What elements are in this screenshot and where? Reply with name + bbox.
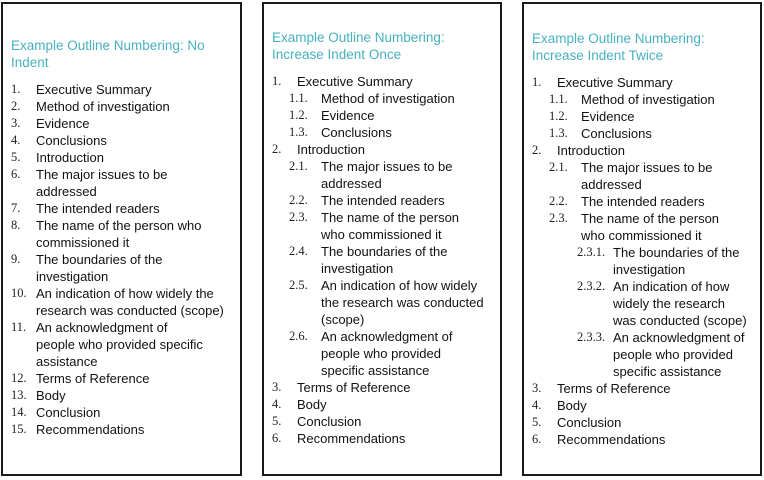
item-number: 2. <box>11 99 21 113</box>
item-text: Evidence <box>321 108 375 123</box>
item-text: the research was conducted <box>321 295 484 310</box>
outline-item <box>264 413 500 430</box>
panel-title: Example Outline Numbering: No Indent <box>11 38 205 70</box>
item-text: addressed <box>321 176 382 191</box>
panel-no-indent <box>1 2 242 476</box>
item-text: The name of the person who <box>36 218 202 233</box>
item-number: 6. <box>532 432 542 446</box>
item-number: 6. <box>11 167 21 181</box>
item-text: An indication of how <box>613 279 730 294</box>
panel-indent-twice <box>522 2 762 476</box>
item-text: commissioned it <box>36 235 130 250</box>
item-number: 1.1. <box>549 92 568 106</box>
item-text: The major issues to be <box>36 167 168 182</box>
outline-list <box>3 81 240 438</box>
item-number: 5. <box>272 414 282 428</box>
outline-item <box>3 200 240 217</box>
item-number: 2. <box>272 142 282 156</box>
item-text: The intended readers <box>36 201 160 216</box>
outline-item <box>3 81 240 98</box>
item-text: Recommendations <box>36 422 145 437</box>
item-number: 2.4. <box>289 244 308 258</box>
item-text: Conclusion <box>557 415 622 430</box>
outline-item <box>264 328 500 379</box>
item-number: 2.2. <box>289 193 308 207</box>
item-text: The boundaries of the <box>36 252 163 267</box>
item-text: Recommendations <box>297 431 406 446</box>
item-text: The major issues to be <box>581 160 713 175</box>
outline-item <box>524 159 760 193</box>
item-number: 12. <box>11 371 27 385</box>
item-number: 2. <box>532 143 542 157</box>
item-text: Conclusions <box>581 126 652 141</box>
item-number: 11. <box>11 320 27 334</box>
item-number: 1. <box>272 74 282 88</box>
item-text: The name of the person <box>321 210 460 225</box>
item-number: 2.1. <box>289 159 308 173</box>
outline-list <box>524 74 760 448</box>
outline-list <box>264 73 500 447</box>
outline-item <box>524 108 760 125</box>
item-number: 4. <box>11 133 21 147</box>
item-number: 10. <box>11 286 27 300</box>
item-text: assistance <box>36 354 98 369</box>
item-text: (scope) <box>321 312 365 327</box>
item-number: 14. <box>11 405 27 419</box>
outline-item <box>524 397 760 414</box>
item-text: Method of investigation <box>321 91 455 106</box>
item-number: 1. <box>11 82 21 96</box>
panel-title: Example Outline Numbering: Increase Indent Twice <box>532 31 705 63</box>
item-text: Executive Summary <box>297 74 413 89</box>
item-text: Method of investigation <box>36 99 170 114</box>
outline-item <box>524 244 760 278</box>
item-number: 2.6. <box>289 329 308 343</box>
item-text: Conclusion <box>297 414 362 429</box>
item-number: 4. <box>532 398 542 412</box>
item-number: 2.3.1. <box>577 245 606 259</box>
outline-item <box>264 158 500 192</box>
item-text: Terms of Reference <box>297 380 411 395</box>
outline-item <box>264 107 500 124</box>
outline-item <box>3 166 240 200</box>
item-number: 1.3. <box>289 125 308 139</box>
item-text: who commissioned it <box>581 228 702 243</box>
item-text: people who provided <box>613 347 733 362</box>
item-text: The intended readers <box>321 193 445 208</box>
outline-item <box>264 124 500 141</box>
outline-item <box>264 209 500 243</box>
item-text: The name of the person <box>581 211 720 226</box>
item-text: addressed <box>36 184 97 199</box>
item-text: who commissioned it <box>321 227 442 242</box>
outline-item <box>524 329 760 380</box>
outline-item <box>524 125 760 142</box>
item-text: Terms of Reference <box>557 381 671 396</box>
item-text: Recommendations <box>557 432 666 447</box>
item-number: 15. <box>11 422 27 436</box>
item-number: 13. <box>11 388 27 402</box>
item-number: 5. <box>532 415 542 429</box>
item-text: An acknowledgment of <box>321 329 453 344</box>
item-number: 2.3.3. <box>577 330 606 344</box>
item-number: 3. <box>532 381 542 395</box>
item-text: Conclusions <box>36 133 107 148</box>
outline-item <box>264 73 500 90</box>
item-text: Terms of Reference <box>36 371 150 386</box>
item-text: investigation <box>321 261 394 276</box>
outline-item <box>3 421 240 438</box>
outline-item <box>264 90 500 107</box>
item-text: Conclusions <box>321 125 392 140</box>
outline-item <box>524 210 760 244</box>
outline-item <box>3 149 240 166</box>
item-text: people who provided <box>321 346 441 361</box>
item-text: was conducted (scope) <box>613 313 747 328</box>
item-number: 3. <box>11 116 21 130</box>
item-text: Body <box>297 397 327 412</box>
item-text: Executive Summary <box>557 75 673 90</box>
item-text: specific assistance <box>321 363 430 378</box>
item-number: 1.1. <box>289 91 308 105</box>
outline-item <box>3 387 240 404</box>
outline-item <box>524 380 760 397</box>
outline-item <box>264 396 500 413</box>
outline-item <box>3 132 240 149</box>
item-text: Evidence <box>36 116 90 131</box>
item-number: 1. <box>532 75 542 89</box>
item-text: Method of investigation <box>581 92 715 107</box>
item-text: The intended readers <box>581 194 705 209</box>
panel-indent-once <box>262 2 502 476</box>
item-number: 2.3.2. <box>577 279 606 293</box>
item-number: 6. <box>272 431 282 445</box>
item-text: Introduction <box>36 150 104 165</box>
item-text: Introduction <box>557 143 625 158</box>
item-text: Body <box>36 388 66 403</box>
outline-item <box>524 142 760 159</box>
item-text: specific assistance <box>613 364 722 379</box>
item-text: research was conducted (scope) <box>36 303 224 318</box>
outline-item <box>3 217 240 251</box>
item-number: 1.3. <box>549 126 568 140</box>
item-text: Conclusion <box>36 405 101 420</box>
item-number: 2.5. <box>289 278 308 292</box>
item-text: investigation <box>613 262 686 277</box>
item-text: Introduction <box>297 142 365 157</box>
item-number: 5. <box>11 150 21 164</box>
item-text: The major issues to be <box>321 159 453 174</box>
item-number: 2.3. <box>289 210 308 224</box>
outline-item <box>3 251 240 285</box>
outline-item <box>524 278 760 329</box>
outline-item <box>3 370 240 387</box>
item-text: Evidence <box>581 109 635 124</box>
outline-item <box>3 115 240 132</box>
outline-item <box>524 414 760 431</box>
item-text: The boundaries of the <box>613 245 740 260</box>
outline-item <box>3 404 240 421</box>
outline-item <box>3 319 240 370</box>
item-text: An indication of how widely <box>321 278 478 293</box>
item-number: 2.1. <box>549 160 568 174</box>
outline-item <box>264 379 500 396</box>
outline-item <box>264 277 500 328</box>
outline-item <box>524 431 760 448</box>
outline-item <box>264 192 500 209</box>
item-number: 8. <box>11 218 21 232</box>
item-number: 2.2. <box>549 194 568 208</box>
outline-item <box>524 91 760 108</box>
outline-item <box>264 243 500 277</box>
item-number: 1.2. <box>289 108 308 122</box>
item-number: 1.2. <box>549 109 568 123</box>
item-number: 7. <box>11 201 21 215</box>
outline-item <box>264 430 500 447</box>
item-text: Executive Summary <box>36 82 152 97</box>
item-number: 3. <box>272 380 282 394</box>
item-text: investigation <box>36 269 109 284</box>
outline-item <box>3 98 240 115</box>
panel-title: Example Outline Numbering: Increase Indent Once <box>272 30 445 62</box>
item-number: 4. <box>272 397 282 411</box>
item-text: Body <box>557 398 587 413</box>
outline-item <box>264 141 500 158</box>
item-text: The boundaries of the <box>321 244 448 259</box>
outline-item <box>524 74 760 91</box>
outline-item <box>524 193 760 210</box>
item-number: 9. <box>11 252 21 266</box>
item-number: 2.3. <box>549 211 568 225</box>
item-text: widely the research <box>613 296 725 311</box>
outline-item <box>3 285 240 319</box>
item-text: An acknowledgment of <box>36 320 168 335</box>
item-text: An indication of how widely the <box>36 286 214 301</box>
item-text: people who provided specific <box>36 337 203 352</box>
item-text: addressed <box>581 177 642 192</box>
item-text: An acknowledgment of <box>613 330 745 345</box>
